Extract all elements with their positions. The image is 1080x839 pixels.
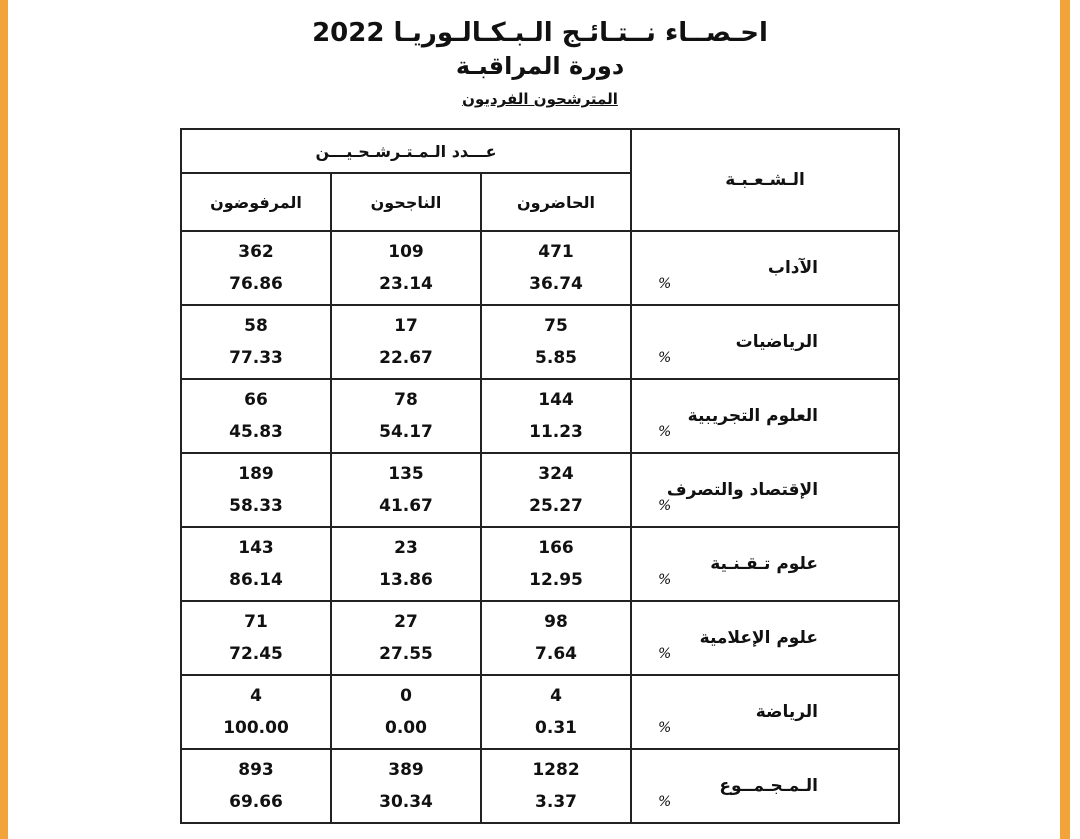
present-count: 75 (544, 316, 568, 336)
table-row (181, 231, 899, 305)
table-row (181, 305, 899, 379)
present-count: 98 (544, 612, 568, 632)
cell-present (481, 453, 631, 527)
passed-count: 135 (388, 464, 424, 484)
subtitle-text: المترشحون الفرديون (462, 90, 618, 108)
branch-name: الرياضيات (735, 332, 819, 352)
percent-sign: % (658, 350, 672, 366)
present-percent: 36.74 (529, 274, 583, 294)
cell-passed (331, 305, 481, 379)
cell-passed (331, 675, 481, 749)
passed-percent: 22.67 (379, 348, 433, 368)
present-percent: 11.23 (529, 422, 583, 442)
present-percent: 3.37 (535, 792, 577, 812)
passed-percent: 41.67 (379, 496, 433, 516)
cell-passed (331, 379, 481, 453)
present-percent: 12.95 (529, 570, 583, 590)
present-percent: 7.64 (535, 644, 577, 664)
column-header-passed: الناجحون (331, 173, 481, 231)
rejected-count: 66 (244, 390, 268, 410)
branch-name: الإقتصاد والتصرف (666, 480, 819, 500)
passed-count: 17 (394, 316, 418, 336)
passed-count: 27 (394, 612, 418, 632)
cell-branch (631, 675, 899, 749)
rejected-percent: 72.45 (229, 644, 283, 664)
frame-left-border (0, 0, 8, 839)
branch-name: العلوم التجريبية (687, 406, 819, 426)
rejected-percent: 69.66 (229, 792, 283, 812)
subtitle (0, 90, 1080, 108)
rejected-count: 189 (238, 464, 274, 484)
passed-percent: 54.17 (379, 422, 433, 442)
cell-present (481, 379, 631, 453)
count-header: عـــدد الـمـتـرشـحـيـــن (181, 129, 631, 173)
cell-branch (631, 379, 899, 453)
cell-rejected (181, 231, 331, 305)
cell-rejected (181, 675, 331, 749)
rejected-percent: 58.33 (229, 496, 283, 516)
rejected-count: 143 (238, 538, 274, 558)
passed-count: 389 (388, 760, 424, 780)
percent-sign: % (658, 646, 672, 662)
rejected-percent: 76.86 (229, 274, 283, 294)
table-row (181, 453, 899, 527)
cell-present (481, 749, 631, 823)
cell-present (481, 527, 631, 601)
cell-passed (331, 453, 481, 527)
passed-percent: 0.00 (385, 718, 427, 738)
cell-rejected (181, 453, 331, 527)
cell-passed (331, 749, 481, 823)
results-table (180, 128, 900, 824)
frame-right-border (1060, 0, 1070, 839)
rejected-count: 71 (244, 612, 268, 632)
table-row-total (181, 749, 899, 823)
passed-percent: 27.55 (379, 644, 433, 664)
cell-branch (631, 749, 899, 823)
present-count: 144 (538, 390, 574, 410)
present-percent: 5.85 (535, 348, 577, 368)
cell-present (481, 231, 631, 305)
present-count: 4 (550, 686, 562, 706)
present-count: 166 (538, 538, 574, 558)
present-count: 471 (538, 242, 574, 262)
table-row (181, 527, 899, 601)
header-row-count (181, 129, 899, 173)
passed-percent: 13.86 (379, 570, 433, 590)
table-row (181, 675, 899, 749)
cell-rejected (181, 379, 331, 453)
present-count: 324 (538, 464, 574, 484)
session-title: دورة المراقبـة (455, 52, 625, 80)
cell-branch (631, 231, 899, 305)
rejected-count: 893 (238, 760, 274, 780)
percent-sign: % (658, 794, 672, 810)
rejected-percent: 86.14 (229, 570, 283, 590)
table-row (181, 379, 899, 453)
cell-present (481, 601, 631, 675)
percent-sign: % (658, 720, 672, 736)
present-percent: 0.31 (535, 718, 577, 738)
branch-name: علوم الإعلامية (699, 628, 819, 648)
cell-branch (631, 601, 899, 675)
cell-branch (631, 305, 899, 379)
page-title: احـصــاء نــتـائـج الـبـكـالـوريـا 2022 (312, 18, 768, 48)
cell-passed (331, 527, 481, 601)
cell-present (481, 305, 631, 379)
percent-sign: % (658, 572, 672, 588)
branch-name: الرياضة (755, 702, 819, 722)
cell-rejected (181, 749, 331, 823)
rejected-percent: 100.00 (223, 718, 289, 738)
present-count: 1282 (532, 760, 580, 780)
cell-passed (331, 231, 481, 305)
cell-branch (631, 453, 899, 527)
rejected-count: 4 (250, 686, 262, 706)
rejected-percent: 45.83 (229, 422, 283, 442)
rejected-count: 362 (238, 242, 274, 262)
passed-percent: 23.14 (379, 274, 433, 294)
column-header-present: الحاضرون (481, 173, 631, 231)
column-header-rejected: المرفوضون (181, 173, 331, 231)
rejected-percent: 77.33 (229, 348, 283, 368)
rejected-count: 58 (244, 316, 268, 336)
percent-sign: % (658, 276, 672, 292)
percent-sign: % (658, 424, 672, 440)
cell-rejected (181, 601, 331, 675)
branch-header: الـشـعـبـة (631, 129, 899, 231)
cell-passed (331, 601, 481, 675)
table-row (181, 601, 899, 675)
cell-present (481, 675, 631, 749)
passed-percent: 30.34 (379, 792, 433, 812)
passed-count: 78 (394, 390, 418, 410)
cell-rejected (181, 527, 331, 601)
branch-name: الـمـجـمــوع (719, 776, 819, 796)
present-percent: 25.27 (529, 496, 583, 516)
branch-name: الآداب (767, 258, 819, 278)
percent-sign: % (658, 498, 672, 514)
passed-count: 0 (400, 686, 412, 706)
cell-branch (631, 527, 899, 601)
passed-count: 109 (388, 242, 424, 262)
cell-rejected (181, 305, 331, 379)
branch-name: علوم تـقـنـية (710, 554, 819, 574)
frame-right-margin (1070, 0, 1080, 839)
passed-count: 23 (394, 538, 418, 558)
